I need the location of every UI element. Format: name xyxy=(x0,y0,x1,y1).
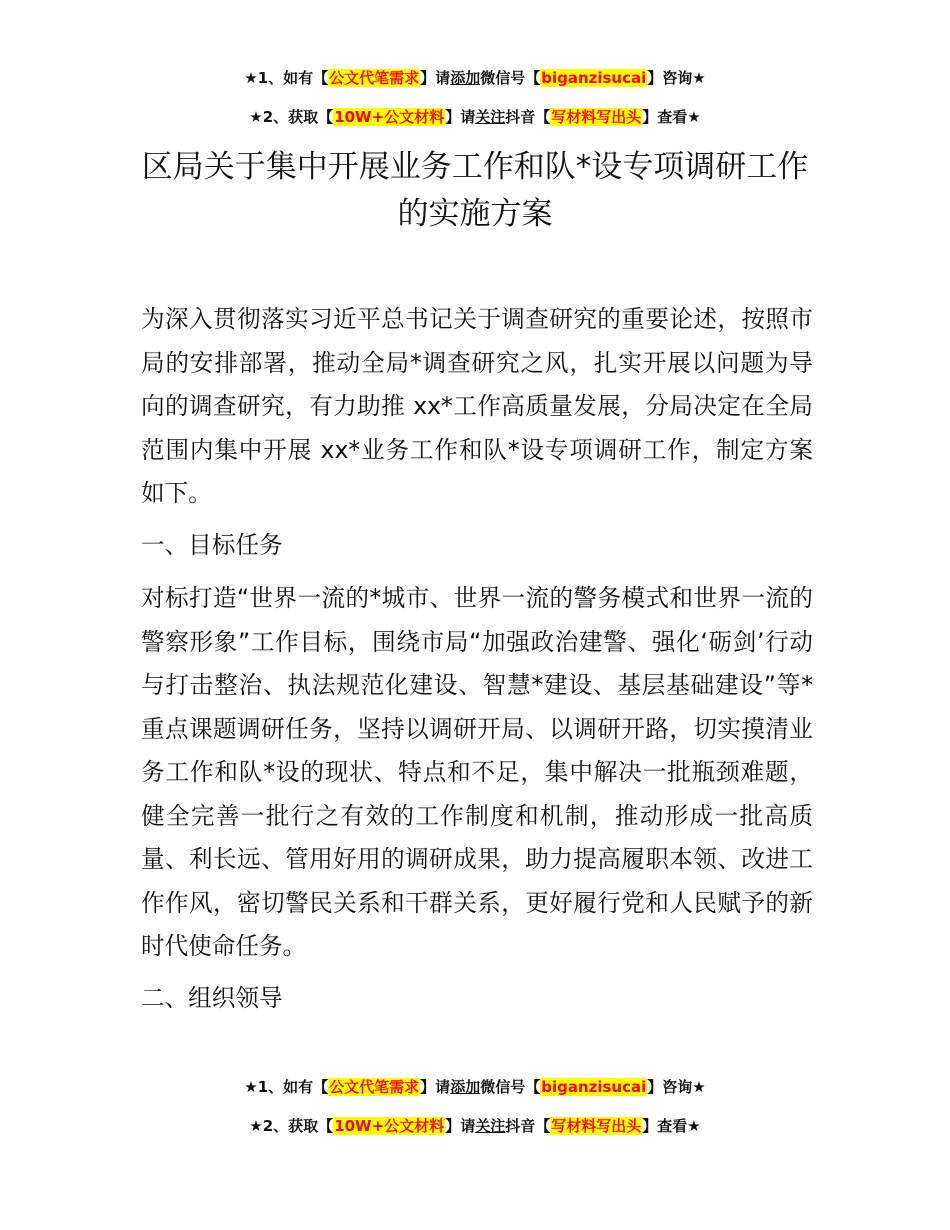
banner-text: 抖音【 xyxy=(505,108,551,126)
banner-text: 】咨询★ xyxy=(647,1078,706,1096)
banner-emphasis: 添加 xyxy=(450,1078,481,1096)
banner-emphasis: 关注 xyxy=(475,1117,506,1135)
banner-text: 】请 xyxy=(420,1078,451,1096)
banner-text: 】查看★ xyxy=(642,108,701,126)
banner-text: 】请 xyxy=(420,69,451,87)
banner-text: 】查看★ xyxy=(642,1117,701,1135)
footer-banner-line-2 xyxy=(0,1114,950,1138)
banner-highlight-wechat-id: biganzisucai xyxy=(541,69,647,87)
section-goals-paragraph: 对标打造“世界一流的*城市、世界一流的警务模式和世界一流的警察形象”工作目标，围绕市局“加强政治建警、强化‘砺剑’行动与打击整治、执法规范化建设、智慧*建设、基层基础建设”等*重点课题调研任务，坚持以调研开局、以调研开路，切实摸清业务工作和队*设的现状、特点和不足，集中解决一批瓶颈难题，健全完善一批行之有效的工作制度和机制，推动形成一批高质量、利长远、管用好用的调研成果，助力提高履职本领、改进工作作风，密切警民关系和干群关系，更好履行党和人民赋予的新时代使命任务。 xyxy=(141,584,813,960)
banner-text: 微信号【 xyxy=(480,69,541,87)
banner-emphasis: 关注 xyxy=(475,108,506,126)
banner-emphasis: 添加 xyxy=(450,69,481,87)
banner-text: 】请 xyxy=(445,108,476,126)
banner-text: 抖音【 xyxy=(505,1117,551,1135)
banner-highlight-douyin-id: 写材料写出头 xyxy=(551,1117,642,1135)
footer-banner-line-1 xyxy=(0,1075,950,1099)
document-title: 区局关于集中开展业务工作和队*设专项调研工作的实施方案 xyxy=(141,149,809,232)
header-banner-line-2 xyxy=(0,105,950,129)
banner-text: ★2、获取【 xyxy=(249,108,334,126)
banner-text: ★1、如有【 xyxy=(244,1078,329,1096)
intro-paragraph: 为深入贯彻落实习近平总书记关于调查研究的重要论述，按照市局的安排部署，推动全局*调查研究之风，扎实开展以问题为导向的调查研究，有力助推 xx*工作高质量发展，分局决定在全局范围内集中开展 xx*业务工作和队*设专项调研工作，制定方案如下。 xyxy=(141,305,813,507)
banner-highlight-douyin-id: 写材料写出头 xyxy=(551,108,642,126)
banner-highlight-service: 公文代笔需求 xyxy=(329,1078,420,1096)
banner-highlight-service: 公文代笔需求 xyxy=(329,69,420,87)
banner-text: 】请 xyxy=(445,1117,476,1135)
banner-highlight-wechat-id: biganzisucai xyxy=(541,1078,647,1096)
section-heading-organization: 二、组织领导 xyxy=(141,984,283,1012)
banner-text: 】咨询★ xyxy=(647,69,706,87)
banner-highlight-materials: 10W+公文材料 xyxy=(334,108,445,126)
header-banner-line-1 xyxy=(0,66,950,90)
banner-text: ★2、获取【 xyxy=(249,1117,334,1135)
banner-text: 微信号【 xyxy=(480,1078,541,1096)
banner-text: ★1、如有【 xyxy=(244,69,329,87)
section-heading-goals: 一、目标任务 xyxy=(141,531,283,559)
banner-highlight-materials: 10W+公文材料 xyxy=(334,1117,445,1135)
